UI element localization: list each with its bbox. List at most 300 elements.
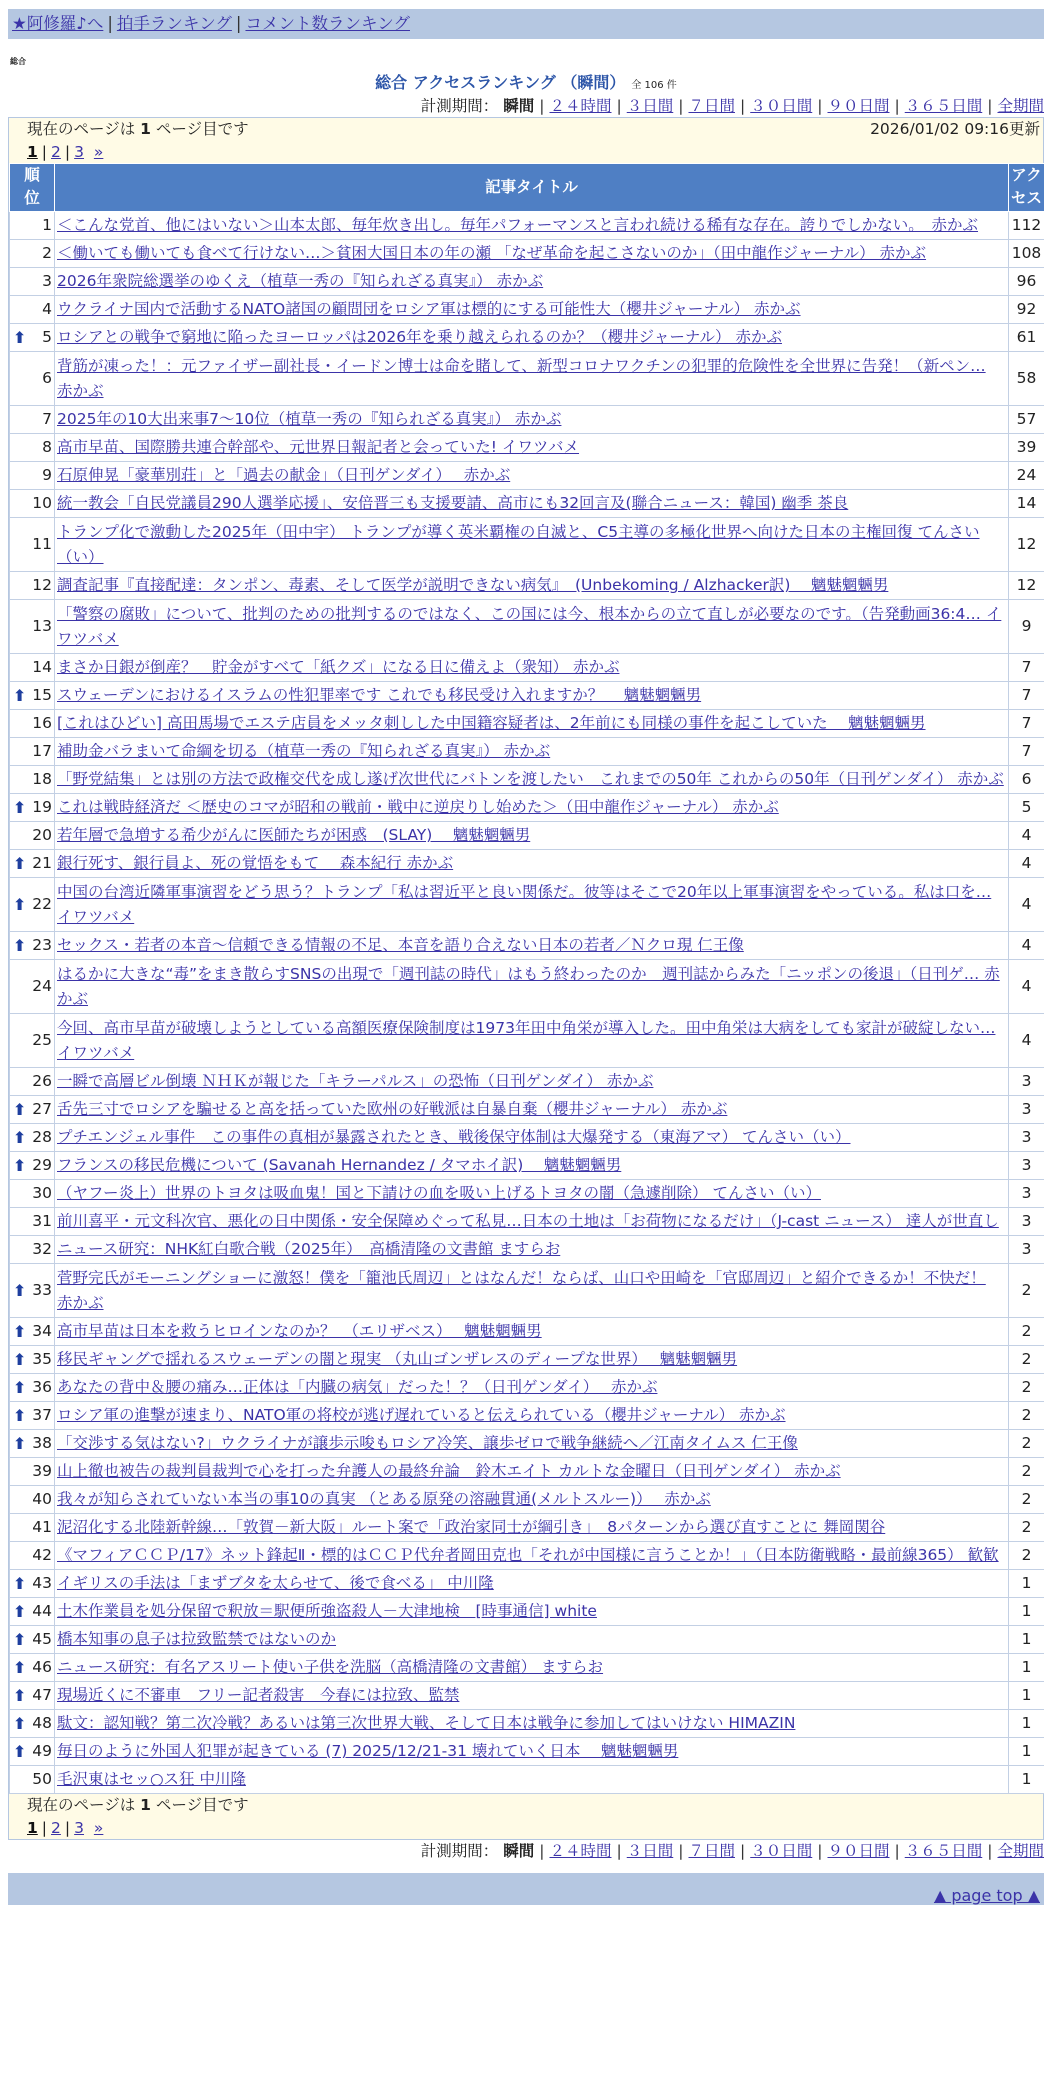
rank-number: 16 bbox=[32, 714, 52, 732]
up-arrow-icon: ⬆ bbox=[13, 1571, 26, 1596]
rank-cell bbox=[10, 462, 55, 490]
up-arrow-icon: ⬆ bbox=[13, 1739, 26, 1764]
table-row bbox=[10, 434, 1044, 462]
access-count: 2 bbox=[1009, 1402, 1044, 1430]
table-row bbox=[10, 1430, 1044, 1458]
article-link[interactable]: 舌先三寸でロシアを騙せると高を括っていた欧州の好戦派は自暴自棄（櫻井ジャーナル） 赤かぶ bbox=[57, 1100, 727, 1118]
rank-cell bbox=[10, 212, 55, 240]
rank-number: 22 bbox=[32, 895, 52, 913]
article-link[interactable]: プチエンジェル事件 この事件の真相が暴露されたとき、戦後保守体制は大爆発する（東海アマ） てんさい（い） bbox=[57, 1128, 851, 1146]
access-count: 96 bbox=[1009, 268, 1044, 296]
article-link[interactable]: まさか日銀が倒産？ 貯金がすべて「紙クズ」になる日に備えよ（衆知） 赤かぶ bbox=[57, 658, 619, 676]
table-row bbox=[10, 710, 1044, 738]
access-count: 2 bbox=[1009, 1346, 1044, 1374]
page-suffix: ページ目です bbox=[156, 1796, 249, 1814]
rank-cell bbox=[10, 1710, 55, 1738]
rank-number: 31 bbox=[32, 1212, 52, 1230]
title-cell bbox=[55, 352, 1009, 406]
table-row bbox=[10, 600, 1044, 654]
article-link[interactable]: 毎日のように外国人犯罪が起きている (7) 2025/12/21-31 壊れていく日本 魑魅魍魎男 bbox=[57, 1742, 678, 1760]
header-rank bbox=[10, 164, 55, 212]
current-page-text bbox=[27, 1794, 249, 1817]
table-row bbox=[10, 682, 1044, 710]
article-link[interactable]: 2025年の10大出来事7～10位（植草一秀の『知られざる真実』） 赤かぶ bbox=[57, 410, 561, 428]
page-top-link[interactable]: ▲ page top ▲ bbox=[934, 1886, 1040, 1905]
access-count: 14 bbox=[1009, 490, 1044, 518]
total-count: 全 106 件 bbox=[631, 80, 676, 91]
table-row bbox=[10, 1626, 1044, 1654]
title-cell bbox=[55, 850, 1009, 878]
rank-number: 35 bbox=[32, 1350, 52, 1368]
period-7d-link[interactable]: ７日間 bbox=[688, 97, 735, 115]
article-link[interactable]: 現場近くに不審車 フリー記者殺害 今春には拉致、監禁 bbox=[57, 1686, 459, 1704]
rank-number: 39 bbox=[32, 1462, 52, 1480]
title-cell bbox=[55, 1738, 1009, 1766]
article-link[interactable]: ＜こんな党首、他にはいない＞山本太郎、毎年炊き出し。毎年パフォーマンスと言われ続ける稀有な存在。誇りでしかない。 赤かぶ bbox=[57, 216, 978, 234]
article-link[interactable]: 中国の台湾近隣軍事演習をどう思う？トランプ「私は習近平と良い関係だ。彼等はそこで20年以上軍事演習をやっている。私は口を… イワツバメ bbox=[57, 883, 991, 926]
table-row bbox=[10, 518, 1044, 572]
article-link[interactable]: 高市早苗、国際勝共連合幹部や、元世界日報記者と会っていた! イワツバメ bbox=[57, 438, 579, 456]
table-row bbox=[10, 268, 1044, 296]
nav-separator: | bbox=[236, 14, 242, 33]
article-link[interactable]: 毛沢東はセッ○ス狂 中川隆 bbox=[57, 1770, 246, 1788]
rank-number: 18 bbox=[32, 770, 52, 788]
article-link[interactable]: あなたの背中＆腰の痛み…正体は「内臓の病気」だった！？（日刊ゲンダイ） 赤かぶ bbox=[57, 1378, 657, 1396]
article-link[interactable]: ロシアとの戦争で窮地に陥ったヨーロッパは2026年を乗り越えられるのか？（櫻井ジャーナル） 赤かぶ bbox=[57, 328, 782, 346]
table-row bbox=[10, 1486, 1044, 1514]
article-link[interactable]: 《マフィアＣＣＰ/17》ネット鋒起Ⅱ・標的はＣＣＰ代弁者岡田克也「それが中国様に言うことか！」（日本防衛戦略・最前線365） 歓歓 bbox=[57, 1546, 999, 1564]
table-row bbox=[10, 240, 1044, 268]
rank-number: 34 bbox=[32, 1322, 52, 1340]
page-prefix: 現在のページは bbox=[27, 120, 135, 138]
rank-cell bbox=[10, 878, 55, 932]
title-cell bbox=[55, 490, 1009, 518]
rank-cell bbox=[10, 1180, 55, 1208]
header-access-label: アクセス bbox=[1010, 164, 1044, 210]
table-row bbox=[10, 1208, 1044, 1236]
access-count: 2 bbox=[1009, 1374, 1044, 1402]
article-link[interactable]: 背筋が凍った！：元ファイザー副社長・イードン博士は命を賭して、新型コロナワクチンの犯罪的危険性を全世界に告発！（新ペン… 赤かぶ bbox=[57, 357, 986, 400]
access-count: 7 bbox=[1009, 682, 1044, 710]
rank-number: 29 bbox=[32, 1156, 52, 1174]
table-row bbox=[10, 1346, 1044, 1374]
period-30d-link[interactable]: ３０日間 bbox=[750, 97, 812, 115]
period-selector-top: 計測期間： 瞬間 | ２４時間 | ３日間 | ７日間 | ３０日間 | ９０日間 | ３６５日間 | 全期間 bbox=[8, 95, 1044, 117]
title-cell bbox=[55, 932, 1009, 960]
rank-cell bbox=[10, 1458, 55, 1486]
rank-number: 9 bbox=[42, 466, 52, 484]
rank-number: 43 bbox=[32, 1574, 52, 1592]
rank-number: 30 bbox=[32, 1184, 52, 1202]
rank-cell bbox=[10, 1598, 55, 1626]
access-count: 58 bbox=[1009, 352, 1044, 406]
title-cell bbox=[55, 1766, 1009, 1794]
article-link[interactable]: 「交渉する気はない?」ウクライナが譲歩示唆もロシア冷笑、譲歩ゼロで戦争継続へ／江南タイムス 仁王像 bbox=[57, 1434, 798, 1452]
title-cell bbox=[55, 1682, 1009, 1710]
page-title: 総合 アクセスランキング （瞬間） bbox=[375, 73, 625, 92]
article-link[interactable]: はるかに大きな“毒”をまき散らすSNSの出現で「週刊誌の時代」はもう終わったのか 週刊誌からみた「ニッポンの後退」（日刊ゲ… 赤かぶ bbox=[57, 965, 1000, 1008]
ranking-heading bbox=[8, 72, 1044, 94]
rank-cell bbox=[10, 1124, 55, 1152]
article-link[interactable]: フランスの移民危機について (Savanah Hernandez / タマホイ訳) 魑魅魍魎男 bbox=[57, 1156, 621, 1174]
table-row bbox=[10, 490, 1044, 518]
article-link[interactable]: 石原伸晃「豪華別荘」と「過去の献金」（日刊ゲンダイ） 赤かぶ bbox=[57, 466, 510, 484]
period-90d-link[interactable]: ９０日間 bbox=[827, 1842, 889, 1860]
access-count: 24 bbox=[1009, 462, 1044, 490]
site-home-link[interactable]: ★阿修羅♪へ bbox=[12, 14, 103, 33]
rank-cell bbox=[10, 1096, 55, 1124]
access-count: 2 bbox=[1009, 1318, 1044, 1346]
access-count: 12 bbox=[1009, 518, 1044, 572]
article-link[interactable]: 山上徹也被告の裁判員裁判で心を打った弁護人の最終弁論 鈴木エイト カルトな金曜日（日刊ゲンダイ） 赤かぶ bbox=[57, 1462, 841, 1480]
title-cell bbox=[55, 1514, 1009, 1542]
rank-cell bbox=[10, 434, 55, 462]
table-row bbox=[10, 1152, 1044, 1180]
title-cell bbox=[55, 1654, 1009, 1682]
article-link[interactable]: 移民ギャングで揺れるスウェーデンの闇と現実 （丸山ゴンザレスのディープな世界） 魑魅魍魎男 bbox=[57, 1350, 737, 1368]
access-count: 4 bbox=[1009, 878, 1044, 932]
rank-cell bbox=[10, 240, 55, 268]
period-3d-link[interactable]: ３日間 bbox=[627, 97, 674, 115]
article-link[interactable]: 前川喜平・元文科次官、悪化の日中関係・安全保障めぐって私見…日本の土地は「お荷物になるだけ」（J-cast ニュース） 達人が世直し bbox=[57, 1212, 999, 1230]
title-cell bbox=[55, 738, 1009, 766]
top-nav-bar bbox=[8, 9, 1044, 39]
table-row bbox=[10, 1738, 1044, 1766]
access-count: 1 bbox=[1009, 1570, 1044, 1598]
period-365d-link[interactable]: ３６５日間 bbox=[905, 97, 983, 115]
title-cell bbox=[55, 1346, 1009, 1374]
rank-cell bbox=[10, 1514, 55, 1542]
rank-number: 10 bbox=[32, 494, 52, 512]
applause-ranking-link[interactable]: 拍手ランキング bbox=[117, 14, 232, 33]
access-count: 3 bbox=[1009, 1180, 1044, 1208]
article-link[interactable]: ニュース研究：NHK紅白歌合戦（2025年） 高橋清隆の文書館 ますらお bbox=[57, 1240, 560, 1258]
article-link[interactable]: 駄文：認知戦？第二次冷戦？あるいは第三次世界大戦、そして日本は戦争に参加してはいけない HIMAZIN bbox=[57, 1714, 795, 1732]
table-row bbox=[10, 1374, 1044, 1402]
access-count: 1 bbox=[1009, 1682, 1044, 1710]
access-count: 3 bbox=[1009, 1152, 1044, 1180]
table-row bbox=[10, 1710, 1044, 1738]
title-cell bbox=[55, 1208, 1009, 1236]
rank-number: 38 bbox=[32, 1434, 52, 1452]
access-count: 1 bbox=[1009, 1710, 1044, 1738]
article-link[interactable]: 高市早苗は日本を救うヒロインなのか？ （エリザベス） 魑魅魍魎男 bbox=[57, 1322, 542, 1340]
up-arrow-icon: ⬆ bbox=[13, 683, 26, 708]
table-row bbox=[10, 572, 1044, 600]
rank-cell bbox=[10, 1264, 55, 1318]
access-count: 7 bbox=[1009, 654, 1044, 682]
period-all-link[interactable]: 全期間 bbox=[997, 97, 1044, 115]
rank-number: 25 bbox=[32, 1031, 52, 1049]
table-row bbox=[10, 1318, 1044, 1346]
rank-cell bbox=[10, 1152, 55, 1180]
period-label: 計測期間： bbox=[421, 1842, 499, 1860]
article-link[interactable]: ロシア軍の進撃が速まり、NATO軍の将校が逃げ遅れていると伝えられている（櫻井ジャーナル） 赤かぶ bbox=[57, 1406, 786, 1424]
up-arrow-icon: ⬆ bbox=[13, 1711, 26, 1736]
rank-cell bbox=[10, 406, 55, 434]
up-arrow-icon: ⬆ bbox=[13, 1431, 26, 1456]
up-arrow-icon: ⬆ bbox=[13, 1683, 26, 1708]
article-link[interactable]: [これはひどい] 高田馬場でエステ店員をメッタ刺しした中国籍容疑者は、2年前にも同様の事件を起こしていた 魑魅魍魎男 bbox=[57, 714, 926, 732]
table-row bbox=[10, 822, 1044, 850]
page-info-bottom bbox=[9, 1794, 1043, 1817]
article-link[interactable]: 菅野完氏がモーニングショーに激怒！僕を「籠池氏周辺」とはなんだ！ならば、山口や田崎を「官邸周辺」と紹介できるか！不快だ！ 赤かぶ bbox=[57, 1269, 986, 1312]
access-count: 1 bbox=[1009, 1766, 1044, 1794]
header-access bbox=[1009, 164, 1044, 212]
section-label: 総合 bbox=[10, 57, 1044, 67]
up-arrow-icon: ⬆ bbox=[13, 933, 26, 958]
article-link[interactable]: スウェーデンにおけるイスラムの性犯罪率です これでも移民受け入れますか？ 魑魅魍魎男 bbox=[57, 686, 701, 704]
access-count: 92 bbox=[1009, 296, 1044, 324]
rank-cell bbox=[10, 960, 55, 1014]
rank-cell bbox=[10, 1486, 55, 1514]
title-cell bbox=[55, 1096, 1009, 1124]
page-wrapper bbox=[8, 9, 1044, 1905]
access-count: 39 bbox=[1009, 434, 1044, 462]
period-30d-link[interactable]: ３０日間 bbox=[750, 1842, 812, 1860]
rank-number: 7 bbox=[42, 410, 52, 428]
rank-cell bbox=[10, 1318, 55, 1346]
rank-number: 5 bbox=[42, 328, 52, 346]
rank-number: 14 bbox=[32, 658, 52, 676]
comment-ranking-link[interactable]: コメント数ランキング bbox=[245, 14, 410, 33]
rank-cell bbox=[10, 1682, 55, 1710]
access-count: 61 bbox=[1009, 324, 1044, 352]
period-24h-link[interactable]: ２４時間 bbox=[549, 97, 611, 115]
rank-number: 26 bbox=[32, 1072, 52, 1090]
article-link[interactable]: 橋本知事の息子は拉致監禁ではないのか bbox=[57, 1630, 336, 1648]
access-count: 6 bbox=[1009, 766, 1044, 794]
article-link[interactable]: ニュース研究：有名アスリート使い子供を洗脳（高橋清隆の文書館） ますらお bbox=[57, 1658, 603, 1676]
table-row bbox=[10, 1766, 1044, 1794]
title-cell bbox=[55, 434, 1009, 462]
article-link[interactable]: セックス・若者の本音～信頼できる情報の不足、本音を語り合えない日本の若者／Ｎクロ現 仁王像 bbox=[57, 936, 744, 954]
rank-number: 50 bbox=[32, 1770, 52, 1788]
page-2-link[interactable]: 2 bbox=[51, 143, 61, 161]
article-link[interactable]: ＜働いても働いても食べて行けない…＞貧困大国日本の年の瀬 「なぜ革命を起こさないのか」（田中龍作ジャーナル） 赤かぶ bbox=[57, 244, 926, 262]
rank-cell bbox=[10, 1430, 55, 1458]
rank-cell bbox=[10, 1014, 55, 1068]
period-selector-bottom: 計測期間： 瞬間 | ２４時間 | ３日間 | ７日間 | ３０日間 | ９０日間 | ３６５日間 | 全期間 bbox=[8, 1840, 1044, 1862]
table-row bbox=[10, 1180, 1044, 1208]
title-cell bbox=[55, 212, 1009, 240]
article-link[interactable]: 我々が知らされていない本当の事10の真実 （とある原発の溶融貫通(メルトスルー)） 赤かぶ bbox=[57, 1490, 711, 1508]
period-24h-link[interactable]: ２４時間 bbox=[549, 1842, 611, 1860]
rank-number: 1 bbox=[42, 216, 52, 234]
title-cell bbox=[55, 1598, 1009, 1626]
article-link[interactable]: 土木作業員を処分保留で釈放＝駅便所強盗殺人－大津地検 [時事通信] white bbox=[57, 1602, 597, 1620]
title-cell bbox=[55, 1264, 1009, 1318]
period-7d-link[interactable]: ７日間 bbox=[688, 1842, 735, 1860]
article-link[interactable]: 「野党結集」とは別の方法で政権交代を成し遂げ次世代にバトンを渡したい これまでの50年 これからの50年（日刊ゲンダイ） 赤かぶ bbox=[57, 770, 1004, 788]
title-cell bbox=[55, 1014, 1009, 1068]
title-cell bbox=[55, 654, 1009, 682]
rank-cell bbox=[10, 1542, 55, 1570]
up-arrow-icon: ⬆ bbox=[13, 1599, 26, 1624]
title-cell bbox=[55, 1542, 1009, 1570]
rank-cell bbox=[10, 822, 55, 850]
page-1-current: 1 bbox=[27, 1819, 38, 1837]
up-arrow-icon: ⬆ bbox=[13, 1347, 26, 1372]
access-count: 7 bbox=[1009, 710, 1044, 738]
up-arrow-icon: ⬆ bbox=[13, 1403, 26, 1428]
article-link[interactable]: 銀行死す、銀行員よ、死の覚悟をもて 森本紀行 赤かぶ bbox=[57, 854, 453, 872]
rank-cell bbox=[10, 710, 55, 738]
table-row bbox=[10, 1458, 1044, 1486]
page-3-link[interactable]: 3 bbox=[74, 1819, 84, 1837]
article-link[interactable]: 今回、高市早苗が破壊しようとしている高額医療保険制度は1973年田中角栄が導入した。田中角栄は大病をしても家計が破綻しない… イワツバメ bbox=[57, 1019, 995, 1062]
bottom-bar bbox=[8, 1873, 1044, 1905]
table-row bbox=[10, 1542, 1044, 1570]
access-count: 3 bbox=[1009, 1068, 1044, 1096]
access-count: 112 bbox=[1009, 212, 1044, 240]
rank-number: 19 bbox=[32, 798, 52, 816]
title-cell bbox=[55, 1236, 1009, 1264]
next-page-link[interactable]: » bbox=[94, 1819, 103, 1837]
table-row bbox=[10, 1514, 1044, 1542]
title-cell bbox=[55, 960, 1009, 1014]
rank-cell bbox=[10, 296, 55, 324]
rank-cell bbox=[10, 1402, 55, 1430]
access-count: 2 bbox=[1009, 1264, 1044, 1318]
table-row bbox=[10, 878, 1044, 932]
title-cell bbox=[55, 794, 1009, 822]
access-count: 2 bbox=[1009, 1458, 1044, 1486]
article-link[interactable]: 2026年衆院総選挙のゆくえ（植草一秀の『知られざる真実』） 赤かぶ bbox=[57, 272, 543, 290]
rank-number: 6 bbox=[42, 369, 52, 387]
access-count: 9 bbox=[1009, 600, 1044, 654]
rank-cell bbox=[10, 1570, 55, 1598]
table-row bbox=[10, 766, 1044, 794]
rank-cell bbox=[10, 1346, 55, 1374]
title-cell bbox=[55, 1402, 1009, 1430]
rank-number: 32 bbox=[32, 1240, 52, 1258]
rank-cell bbox=[10, 490, 55, 518]
article-link[interactable]: ウクライナ国内で活動するNATO諸国の顧問団をロシア軍は標的にする可能性大（櫻井ジャーナル） 赤かぶ bbox=[57, 300, 801, 318]
title-cell bbox=[55, 1710, 1009, 1738]
title-cell bbox=[55, 240, 1009, 268]
ranking-table bbox=[9, 163, 1044, 1794]
title-cell bbox=[55, 1068, 1009, 1096]
title-cell bbox=[55, 1570, 1009, 1598]
period-365d-link[interactable]: ３６５日間 bbox=[905, 1842, 983, 1860]
table-row bbox=[10, 932, 1044, 960]
page-number: 1 bbox=[140, 1796, 151, 1814]
rank-cell bbox=[10, 518, 55, 572]
page-2-link[interactable]: 2 bbox=[51, 1819, 61, 1837]
title-cell bbox=[55, 1318, 1009, 1346]
rank-number: 23 bbox=[32, 936, 52, 954]
table-row bbox=[10, 850, 1044, 878]
rank-number: 2 bbox=[42, 244, 52, 262]
page-3-link[interactable]: 3 bbox=[74, 143, 84, 161]
access-count: 1 bbox=[1009, 1626, 1044, 1654]
table-row bbox=[10, 738, 1044, 766]
rank-number: 40 bbox=[32, 1490, 52, 1508]
updated-timestamp: 2026/01/02 09:16更新 bbox=[870, 118, 1040, 141]
article-link[interactable]: イギリスの手法は「まずブタを太らせて、後で食べる」 中川隆 bbox=[57, 1574, 494, 1592]
article-link[interactable]: 補助金バラまいて命綱を切る（植草一秀の『知られざる真実』） 赤かぶ bbox=[57, 742, 550, 760]
article-link[interactable]: これは戦時経済だ ＜歴史のコマが昭和の戦前・戦中に逆戻りし始めた＞（田中龍作ジャーナル） 赤かぶ bbox=[57, 798, 779, 816]
table-row bbox=[10, 1402, 1044, 1430]
rank-number: 47 bbox=[32, 1686, 52, 1704]
article-link[interactable]: 「警察の腐敗」について、批判のための批判するのではなく、この国には今、根本からの立て直しが必要なのです。（告発動画36:4… イワツバメ bbox=[57, 605, 1001, 648]
rank-cell bbox=[10, 268, 55, 296]
page-info-top bbox=[9, 118, 1043, 141]
up-arrow-icon: ⬆ bbox=[13, 851, 26, 876]
rank-cell bbox=[10, 738, 55, 766]
access-count: 108 bbox=[1009, 240, 1044, 268]
rank-cell bbox=[10, 352, 55, 406]
rank-cell bbox=[10, 1208, 55, 1236]
article-link[interactable]: 一瞬で高層ビル倒壊 ＮＨＫが報じた「キラーパルス」の恐怖（日刊ゲンダイ） 赤かぶ bbox=[57, 1072, 653, 1090]
title-cell bbox=[55, 878, 1009, 932]
rank-cell bbox=[10, 1738, 55, 1766]
period-90d-link[interactable]: ９０日間 bbox=[827, 97, 889, 115]
access-count: 1 bbox=[1009, 1598, 1044, 1626]
rank-cell bbox=[10, 1626, 55, 1654]
rank-number: 46 bbox=[32, 1658, 52, 1676]
pagination-bottom: 1 | 2 | 3 » bbox=[9, 1817, 1043, 1839]
access-count: 4 bbox=[1009, 932, 1044, 960]
title-cell bbox=[55, 1374, 1009, 1402]
title-cell bbox=[55, 1486, 1009, 1514]
ranking-rows bbox=[10, 212, 1044, 1794]
article-link[interactable]: 統一教会「自民党議員290人選挙応援」、安倍晋三も支援要請、高市にも32回言及(聯合ニュース：韓国) 幽季 茶良 bbox=[57, 494, 848, 512]
rank-cell bbox=[10, 654, 55, 682]
title-cell bbox=[55, 1180, 1009, 1208]
rank-cell bbox=[10, 572, 55, 600]
access-count: 1 bbox=[1009, 1738, 1044, 1766]
rank-number: 21 bbox=[32, 854, 52, 872]
title-cell bbox=[55, 710, 1009, 738]
title-cell bbox=[55, 518, 1009, 572]
period-3d-link[interactable]: ３日間 bbox=[627, 1842, 674, 1860]
access-count: 3 bbox=[1009, 1096, 1044, 1124]
rank-cell bbox=[10, 932, 55, 960]
article-link[interactable]: 調査記事『直接配達：タンポン、毒素、そして医学が説明できない病気』 (Unbekoming / Alzhacker訳) 魑魅魍魎男 bbox=[57, 576, 888, 594]
table-row bbox=[10, 1654, 1044, 1682]
up-arrow-icon: ⬆ bbox=[13, 1627, 26, 1652]
up-arrow-icon: ⬆ bbox=[13, 1375, 26, 1400]
article-link[interactable]: トランプ化で激動した2025年（田中宇） トランプが導く英米覇権の自滅と、C5主導の多極化世界へ向けた日本の主権回復 てんさい（い） bbox=[57, 523, 980, 566]
rank-number: 24 bbox=[32, 977, 52, 995]
title-cell bbox=[55, 600, 1009, 654]
title-cell bbox=[55, 822, 1009, 850]
table-row bbox=[10, 324, 1044, 352]
access-count: 3 bbox=[1009, 1236, 1044, 1264]
period-all-link[interactable]: 全期間 bbox=[997, 1842, 1044, 1860]
up-arrow-icon: ⬆ bbox=[13, 325, 26, 350]
title-cell bbox=[55, 324, 1009, 352]
ranking-box bbox=[8, 117, 1044, 1840]
nav-separator: | bbox=[107, 14, 113, 33]
table-row bbox=[10, 1682, 1044, 1710]
article-link[interactable]: 泥沼化する北陸新幹線…「敦賀－新大阪」ルート案で「政治家同士が綱引き」 8パターンから選び直すことに 舞岡関谷 bbox=[57, 1518, 885, 1536]
article-link[interactable]: 若年層で急増する希少がんに医師たちが困惑 (SLAY) 魑魅魍魎男 bbox=[57, 826, 530, 844]
rank-number: 48 bbox=[32, 1714, 52, 1732]
rank-number: 36 bbox=[32, 1378, 52, 1396]
next-page-link[interactable]: » bbox=[94, 143, 103, 161]
period-current: 瞬間 bbox=[503, 97, 534, 115]
rank-number: 27 bbox=[32, 1100, 52, 1118]
page-1-current: 1 bbox=[27, 143, 38, 161]
rank-cell bbox=[10, 1654, 55, 1682]
up-arrow-icon: ⬆ bbox=[13, 1097, 26, 1122]
up-arrow-icon: ⬆ bbox=[13, 795, 26, 820]
table-row bbox=[10, 1236, 1044, 1264]
article-link[interactable]: （ヤフー炎上）世界のトヨタは吸血鬼！国と下請けの血を吸い上げるトヨタの闇（急遽削除） てんさい（い） bbox=[57, 1184, 821, 1202]
